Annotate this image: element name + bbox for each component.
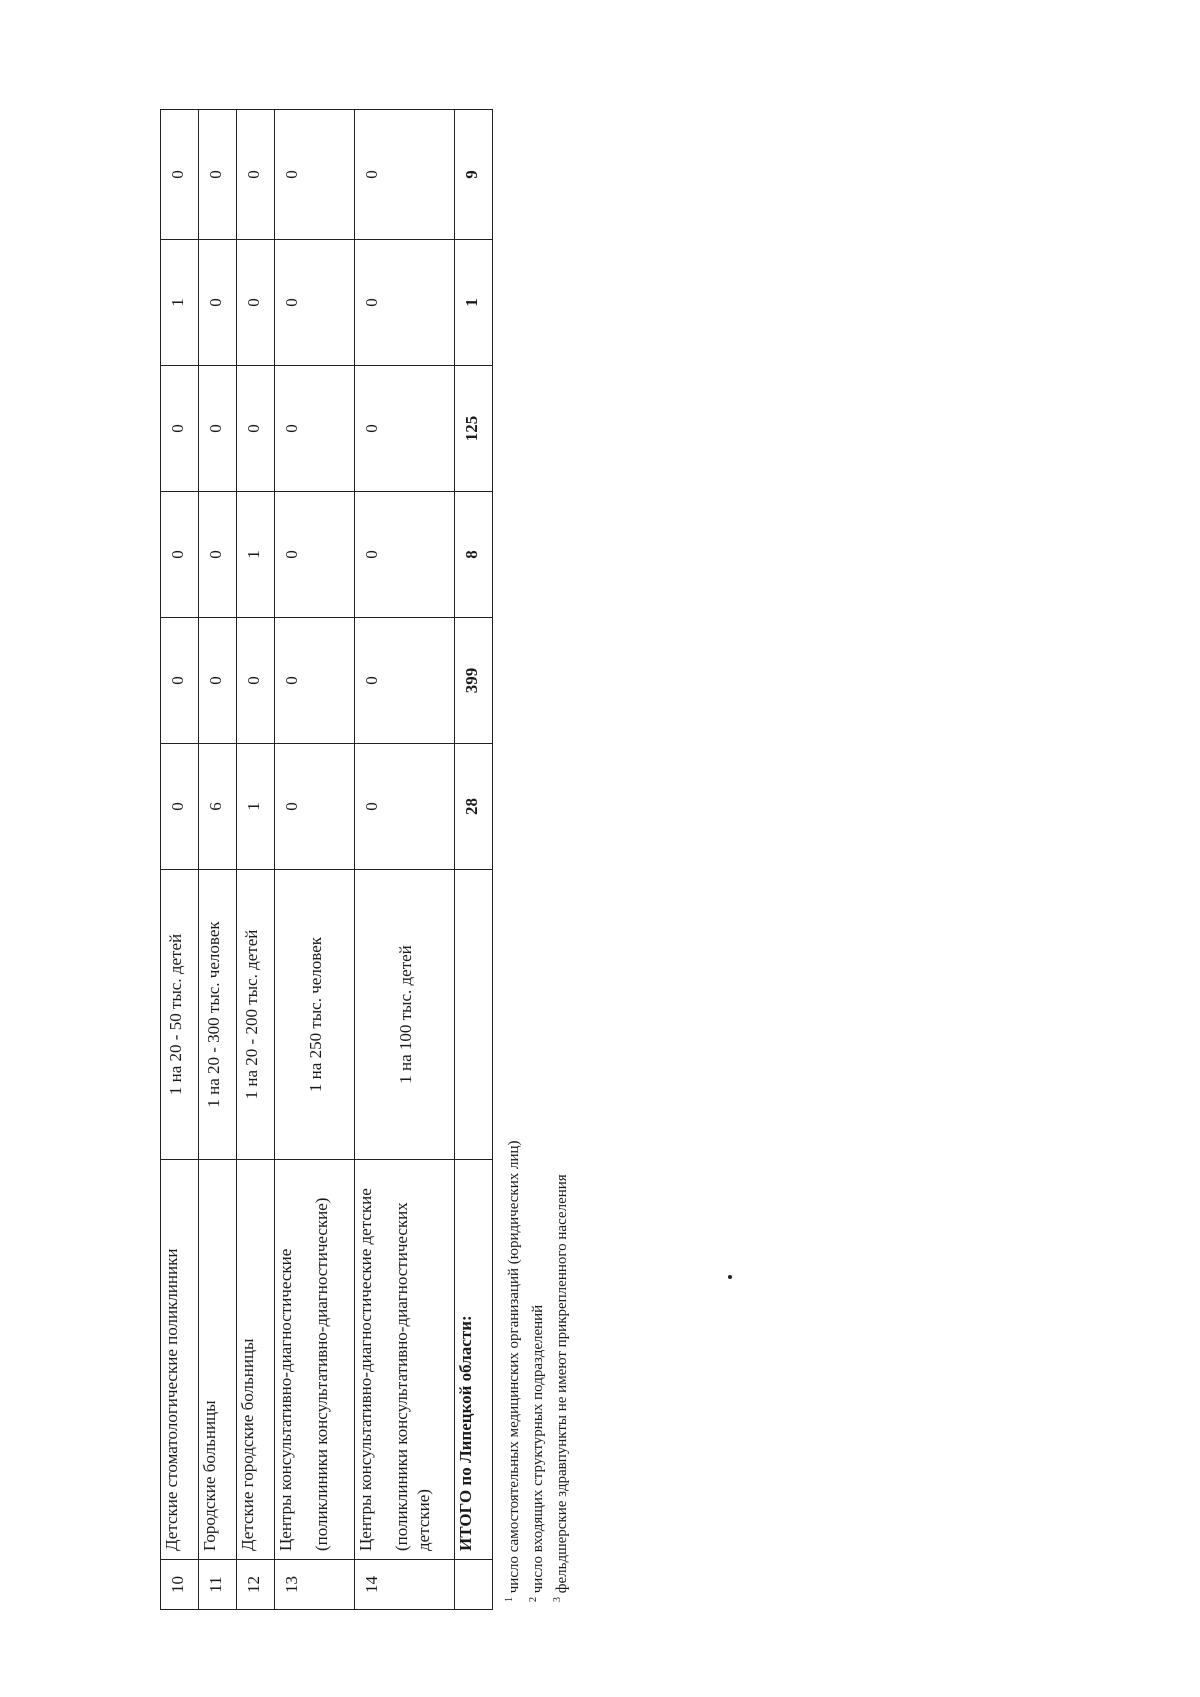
value-cell: 28: [455, 744, 493, 870]
norm-cell: 1 на 20 - 50 тыс. детей: [161, 870, 199, 1160]
row-number-cell: 10: [161, 1560, 199, 1610]
value-cell: 9: [455, 110, 493, 240]
footnote: [500, 702, 524, 1602]
rotated-content: [160, 110, 580, 1610]
institution-name-line: ИТОГО по Липецкой области:: [456, 1315, 475, 1551]
value-cell: 0: [237, 110, 275, 240]
value-cell: 0: [161, 366, 199, 492]
institution-name-cell: [355, 1160, 455, 1560]
table-total-row: [455, 110, 493, 1610]
table-row: [237, 110, 275, 1610]
value-cell: 399: [455, 618, 493, 744]
norm-cell: [455, 870, 493, 1160]
value-cell: 0: [199, 110, 237, 240]
value-cell: 0: [199, 492, 237, 618]
value-cell: 0: [355, 618, 455, 744]
footnote-mark: 2: [528, 1597, 539, 1602]
institutions-table: [160, 109, 493, 1610]
footnotes: [500, 702, 572, 1602]
institution-name-cell: [161, 1160, 199, 1560]
footnote-mark: 3: [552, 1597, 563, 1602]
institution-name-line: (поликлиники консультативно-диагностические): [312, 1197, 332, 1551]
value-cell: 0: [237, 618, 275, 744]
row-number-cell: [455, 1560, 493, 1610]
institution-name-cell: [455, 1160, 493, 1560]
institution-name-line: (поликлиники консультативно-диагностических детские): [392, 1202, 434, 1551]
footnote: [548, 702, 572, 1602]
value-cell: 0: [199, 618, 237, 744]
institution-name-line: Центры консультативно-диагностические детские: [356, 1188, 375, 1551]
value-cell: 0: [355, 366, 455, 492]
value-cell: 0: [199, 366, 237, 492]
institution-name-cell: [237, 1160, 275, 1560]
institution-name-line: Детские городские больницы: [238, 1338, 257, 1551]
value-cell: 0: [275, 492, 355, 618]
norm-cell: 1 на 100 тыс. детей: [355, 870, 455, 1160]
value-cell: 0: [275, 366, 355, 492]
value-cell: 0: [199, 240, 237, 366]
value-cell: 0: [355, 110, 455, 240]
stray-dot: [728, 1275, 732, 1279]
value-cell: 125: [455, 366, 493, 492]
footnote-text: число самостоятельных медицинских организаций (юридических лиц): [506, 1140, 522, 1594]
institution-name-line: Городские больницы: [200, 1400, 219, 1551]
norm-cell: 1 на 20 - 300 тыс. человек: [199, 870, 237, 1160]
footnote: [524, 702, 548, 1602]
value-cell: 0: [237, 366, 275, 492]
row-number-cell: 11: [199, 1560, 237, 1610]
table-row: [355, 110, 455, 1610]
value-cell: 1: [161, 240, 199, 366]
value-cell: 0: [161, 744, 199, 870]
value-cell: 0: [275, 110, 355, 240]
table-row: [199, 110, 237, 1610]
institution-name-line: Детские стоматологические поликлиники: [162, 1248, 181, 1551]
table-row: [161, 110, 199, 1610]
row-number-cell: 12: [237, 1560, 275, 1610]
institution-name-cell: [275, 1160, 355, 1560]
footnote-text: число входящих структурных подразделений: [530, 1304, 546, 1594]
norm-cell: 1 на 20 - 200 тыс. детей: [237, 870, 275, 1160]
footnote-mark: 1: [504, 1597, 515, 1602]
institution-name-line: Центры консультативно-диагностические: [276, 1248, 295, 1551]
value-cell: 0: [355, 744, 455, 870]
value-cell: 0: [275, 240, 355, 366]
table-row: [275, 110, 355, 1610]
value-cell: 0: [275, 744, 355, 870]
value-cell: 1: [237, 492, 275, 618]
value-cell: 8: [455, 492, 493, 618]
value-cell: 0: [355, 492, 455, 618]
row-number-cell: 13: [275, 1560, 355, 1610]
value-cell: 0: [275, 618, 355, 744]
value-cell: 0: [161, 492, 199, 618]
footnote-text: фельдшерские здравпункты не имеют прикрепленного населения: [554, 1174, 570, 1594]
value-cell: 6: [199, 744, 237, 870]
value-cell: 1: [455, 240, 493, 366]
institution-name-cell: [199, 1160, 237, 1560]
value-cell: 1: [237, 744, 275, 870]
norm-cell: 1 на 250 тыс. человек: [275, 870, 355, 1160]
value-cell: 0: [237, 240, 275, 366]
row-number-cell: 14: [355, 1560, 455, 1610]
value-cell: 0: [161, 110, 199, 240]
value-cell: 0: [355, 240, 455, 366]
table-body: [161, 110, 493, 1610]
value-cell: 0: [161, 618, 199, 744]
